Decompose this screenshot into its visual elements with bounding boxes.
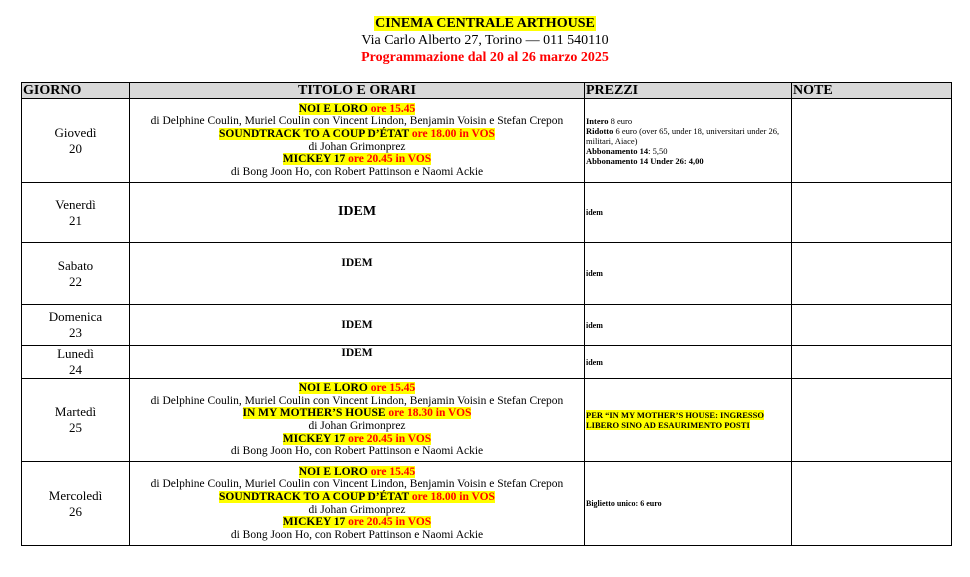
- prices-cell: [585, 183, 792, 243]
- film-credits: di Johan Grimonprez: [308, 420, 406, 432]
- prices-cell: [585, 346, 792, 379]
- film-credits: di Bong Joon Ho, con Robert Pattinson e Naomi Ackie: [230, 165, 484, 178]
- film-title: IN MY MOTHER’S HOUSE ore 18.30 in VOS: [242, 407, 472, 420]
- price-idem: idem: [586, 208, 603, 217]
- column-header-titolo: TITOLO E ORARI: [130, 83, 585, 99]
- table-row: [22, 243, 952, 305]
- day-name: Venerdì: [55, 196, 96, 212]
- day-cell: [22, 183, 130, 243]
- column-header-note: NOTE: [792, 83, 952, 99]
- day-cell: [22, 379, 130, 462]
- idem-label: IDEM: [337, 204, 377, 220]
- films-cell: [130, 183, 585, 243]
- price-idem: idem: [586, 357, 603, 367]
- film-title: MICKEY 17 ore 20.45 in VOS: [282, 153, 432, 166]
- note-cell: [792, 183, 952, 243]
- film-credits: di Johan Grimonprez: [308, 503, 406, 516]
- films-cell: [130, 243, 585, 305]
- program-dates: Programmazione dal 20 al 26 marzo 2025: [361, 50, 609, 65]
- day-date: 26: [69, 503, 82, 519]
- idem-label: IDEM: [341, 257, 373, 269]
- price-idem: idem: [586, 269, 603, 278]
- table-row: [22, 462, 952, 546]
- film-credits: di Bong Joon Ho, con Robert Pattinson e Naomi Ackie: [230, 528, 484, 541]
- day-name: Sabato: [57, 257, 94, 273]
- table-row: [22, 305, 952, 346]
- price-line: Abbonamento 14 Under 26: 4,00: [586, 155, 704, 166]
- note-cell: [792, 305, 952, 346]
- day-name: Domenica: [48, 309, 103, 324]
- day-cell: [22, 462, 130, 546]
- column-header-prezzi: PREZZI: [585, 83, 792, 99]
- film-credits: di Bong Joon Ho, con Robert Pattinson e Naomi Ackie: [230, 445, 484, 458]
- films-cell: [130, 305, 585, 346]
- prices-cell: [585, 462, 792, 546]
- single-ticket-price: Biglietto unico: 6 euro: [586, 499, 662, 508]
- films-cell: [130, 99, 585, 183]
- price-line: Abbonamento 14: 5,50: [586, 145, 668, 156]
- cinema-name: CINEMA CENTRALE ARTHOUSE: [375, 16, 595, 31]
- day-cell: [22, 346, 130, 379]
- day-date: 21: [69, 212, 82, 228]
- day-date: 22: [69, 273, 82, 289]
- note-cell: [792, 346, 952, 379]
- film-credits: di Johan Grimonprez: [308, 140, 406, 153]
- prices-cell: [585, 99, 792, 183]
- note-cell: [792, 99, 952, 183]
- films-cell: [130, 346, 585, 379]
- free-entry-note: PER “IN MY MOTHER’S HOUSE: INGRESSO LIBERO SINO AD ESAURIMENTO POSTI: [586, 410, 764, 430]
- film-title: SOUNDTRACK TO A COUP D’ÉTAT ore 18.00 in VOS: [219, 127, 495, 140]
- note-cell: [792, 379, 952, 462]
- prices-cell: [585, 379, 792, 462]
- price-line: Ridotto 6 euro (over 65, under 18, universitari under 26, militari, Aiace): [586, 125, 780, 146]
- idem-label: IDEM: [341, 347, 373, 359]
- table-row: [22, 379, 952, 462]
- day-name: Lunedì: [57, 346, 94, 361]
- day-date: 20: [69, 140, 82, 156]
- film-title: MICKEY 17 ore 20.45 in VOS: [282, 516, 432, 529]
- film-title: NOI E LORO ore 15.45: [298, 382, 416, 395]
- film-credits: di Delphine Coulin, Muriel Coulin con Vincent Lindon, Benjamin Voisin e Stefan Crepon: [150, 115, 564, 128]
- day-name: Giovedì: [54, 124, 97, 140]
- films-cell: [130, 379, 585, 462]
- film-title: NOI E LORO ore 15.45: [298, 102, 416, 115]
- prices-cell: [585, 243, 792, 305]
- price-line: Intero 8 euro: [586, 115, 633, 126]
- table-row: [22, 99, 952, 183]
- note-cell: [792, 462, 952, 546]
- day-cell: [22, 99, 130, 183]
- film-title: NOI E LORO ore 15.45: [298, 465, 416, 478]
- cinema-address: Via Carlo Alberto 27, Torino — 011 540110: [361, 33, 609, 48]
- table-header-row: [22, 83, 952, 99]
- day-cell: [22, 243, 130, 305]
- note-cell: [792, 243, 952, 305]
- day-date: 23: [69, 325, 82, 340]
- film-credits: di Delphine Coulin, Muriel Coulin con Vincent Lindon, Benjamin Voisin e Stefan Crepon: [150, 394, 564, 407]
- document-header: [0, 0, 970, 66]
- price-idem: idem: [586, 320, 603, 330]
- day-name: Mercoledì: [48, 487, 103, 503]
- day-name: Martedì: [54, 404, 97, 419]
- film-credits: di Delphine Coulin, Muriel Coulin con Vincent Lindon, Benjamin Voisin e Stefan Crepon: [150, 478, 564, 491]
- table-row: [22, 183, 952, 243]
- table-row: [22, 346, 952, 379]
- schedule-table: [21, 82, 952, 546]
- day-date: 25: [69, 420, 82, 435]
- films-cell: [130, 462, 585, 546]
- day-date: 24: [69, 362, 82, 377]
- film-title: SOUNDTRACK TO A COUP D’ÉTAT ore 18.00 in VOS: [219, 490, 495, 503]
- column-header-giorno: GIORNO: [22, 83, 130, 99]
- idem-label: IDEM: [341, 318, 373, 331]
- day-cell: [22, 305, 130, 346]
- prices-cell: [585, 305, 792, 346]
- film-title: MICKEY 17 ore 20.45 in VOS: [282, 432, 432, 445]
